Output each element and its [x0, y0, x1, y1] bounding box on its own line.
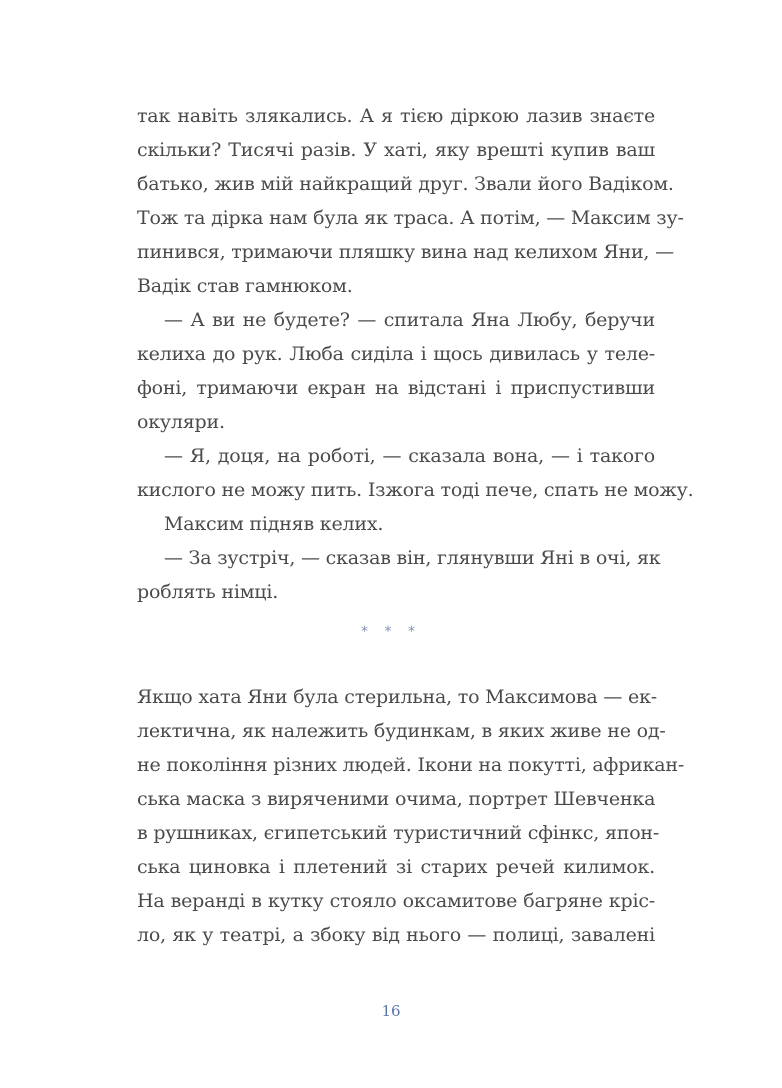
text-line: ло, як у театрі, а збоку від нього — полиці, завалені — [137, 924, 655, 946]
text-line: Тож та дірка нам була як траса. А потім, — Максим зу- — [137, 207, 684, 229]
text-line: так навіть злякались. А я тією діркою лазив знаєте — [137, 105, 655, 127]
text-line: скільки? Тисячі разів. У хаті, яку врешті купив ваш — [137, 139, 655, 161]
text-line: батько, жив мій найкращий друг. Звали його Вадіком. — [137, 173, 674, 195]
text-block-dialogue — [137, 99, 694, 609]
text-line: фоні, тримаючи екран на відстані і приспустивши — [137, 377, 655, 399]
text-line: Якщо хата Яни була стерильна, то Максимова — ек- — [137, 686, 657, 708]
page-number: 16 — [381, 1002, 401, 1020]
text-line: Максим підняв келих. — [164, 513, 384, 535]
text-line: ська маска з виряченими очима, портрет Шевченка — [137, 788, 656, 810]
text-line: — Я, доця, на роботі, — сказала вона, — і такого — [164, 445, 655, 467]
text-line: в рушниках, єгипетський туристичний сфінкс, япон- — [137, 822, 660, 844]
text-line: На веранді в кутку стояло оксамитове багряне кріс- — [137, 890, 655, 912]
text-line: — За зустріч, — сказав він, глянувши Яні в очі, як — [164, 547, 661, 569]
text-line: кислого не можу пить. Ізжога тоді пече, спать не можу. — [137, 479, 694, 501]
text-line: пинився, тримаючи пляшку вина над келихом Яни, — — [137, 241, 674, 263]
text-line: келиха до рук. Люба сиділа і щось дивилась у теле- — [137, 343, 655, 365]
text-line: лектична, як належить будинкам, в яких живе не од- — [137, 720, 666, 742]
text-line: Вадік став гамнюком. — [137, 275, 353, 297]
text-block-description — [137, 680, 685, 952]
text-line: окуляри. — [137, 411, 225, 433]
text-line: роблять німці. — [137, 581, 279, 603]
section-separator: * * * — [361, 624, 421, 640]
text-line: — А ви не будете? — спитала Яна Любу, беручи — [164, 309, 655, 331]
text-line: ська циновка і плетений зі старих речей килимок. — [137, 856, 655, 878]
text-line: не покоління різних людей. Ікони на покутті, африкан- — [137, 754, 685, 776]
